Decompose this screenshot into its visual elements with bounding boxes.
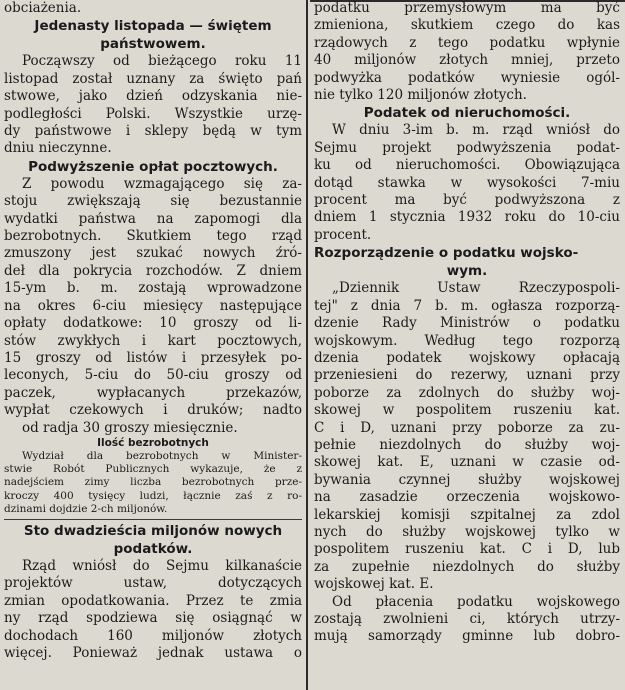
column-rule [306, 0, 308, 690]
left-column [4, 0, 302, 690]
top-fragment: obciażenia. [4, 0, 82, 16]
article-body: „Dziennik Ustaw Rzeczypospoli- tej" z dnia 7 b. m. ogłasza rozporzą- dzenie Rady Ministrów o podatku wojskowym. Według tego rozporzą dzenia podatek wojskowy opłacają przeniesieni do rezerwy, uznani przy poborze za zdolnych do służby woj- skowej w pospolitem ruszeniu kat. C i D, uznani przy poborze za zu- pełnie niezdolnych do służby woj- skowej kat. E, uznani w czasie od- bywania czynnej służby wojskowej na zasadzie orzeczenia wojskowo- lekarskiej komisji szpitalnej za zdol nych do służby wojskowej tylko w pospolitem ruszeniu kat. C i D, lub za zupełnie niezdolnych do służby wojskowej kat. E. Od płacenia podatku wojskowego zostają zwolnieni ci, których utrzy- mują samorządy gminne lub dobro- [314, 280, 620, 645]
article-independence-day [4, 17, 302, 157]
note-body: Wydział dla bezrobotnych w Minister- stwie Robót Publicznych wykazuje, że z nadejściem zimy liczba bezrobotnych prze- kroczy 400 tysięcy ludzi, łącznie zaś z ro- dzinami dojdzie 2-ch miljonów. [4, 449, 302, 515]
article-heading: Podwyższenie opłat pocztowych. [28, 158, 278, 175]
note-heading: Ilość bezrobotnych [97, 436, 209, 449]
article-body: Z powodu wzmagającego się za- stoju zwiększają się bezustannie wydatki państwa na zapomogi dla bezrobotnych. Skutkiem tego rząd zmuszony jest szukać nowych źró- deł dla pokrycia rozchodów. Z dniem 15-ym b. m. zostają wprowadzone na okres 6-ciu miesięcy następujące opłaty dodatkowe: 10 groszy od li- stów zwykłych i kart pocztowych, 15 groszy od listów i przesyłek po- leconych, 5-ciu do 50-ciu groszy od paczek, wypłacanych przekazów, wypłat czekowych i druków; nadto od radja 30 groszy miesięcznie. [4, 175, 302, 436]
article-postal-fees [4, 158, 302, 437]
note-unemployed [4, 437, 302, 520]
article-heading: Rozporządzenie o podatku wojsko- wym. [314, 245, 579, 280]
article-body: Rząd wniósł do Sejmu kilkanaście projektów ustaw, dotyczących zmian opodatkowania. Przez te zmia ny rząd spodziewa się osiągnąć w dochodach 160 miljonów złotych więcej. Ponieważ jednak ustawa o [4, 557, 302, 661]
article-continuation: podatku przemysłowym ma być zmieniona, skutkiem czego do kas rządowych z tego podatku wpłynie 40 miljonów złotych mniej, przeto podwyżka podatków wyniesie ogól- nie tylko 120 miljonów złotych. [314, 0, 620, 104]
article-heading: Podatek od nieruchomości. [363, 105, 571, 122]
right-column [314, 0, 620, 690]
article-body: W dniu 3-im b. m. rząd wniósł do Sejmu projekt podwyższenia podat- ku od nieruchomości. Obowiązująca dotąd stawka w wysokości 7-miu procent ma być podwyższona z dniem 1 stycznia 1932 roku do 10-ciu procent. [314, 122, 620, 243]
article-new-taxes [4, 522, 302, 662]
article-heading: Jedenasty listopada — świętem państwowem. [34, 18, 272, 53]
article-property-tax [314, 104, 620, 244]
article-heading: Sto dwadzieścia miljonów nowych podatków. [23, 522, 283, 557]
article-body: Począwszy od bieżącego roku 11 listopad został uznany za święto pań stwowe, jako dzień odzyskania nie- podległości Polski. Wszystkie urzę- dy państwowe i sklepy będą w tym dniu nieczynne. [4, 53, 302, 157]
divider [4, 519, 302, 520]
article-military-tax [314, 244, 620, 646]
